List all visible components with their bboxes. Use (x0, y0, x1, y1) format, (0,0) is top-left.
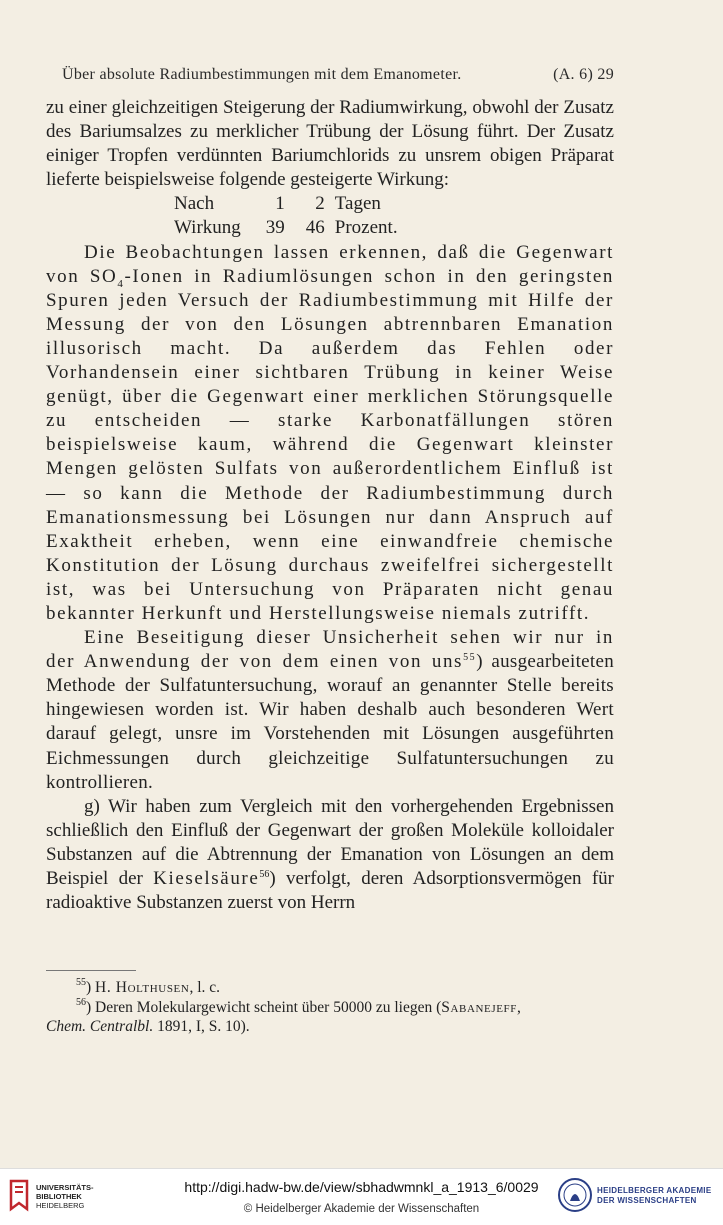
page-reference: (A. 6) 29 (553, 66, 614, 83)
logo-line: UNIVERSITÄTS- (36, 1183, 94, 1192)
academy-logo-text (597, 1186, 711, 1206)
body-text (46, 96, 614, 915)
permalink-url[interactable]: http://digi.hadw-bw.de/view/sbhadwmnkl_a_1913_6/0029 (184, 1179, 539, 1195)
table-row (174, 216, 406, 240)
table-cell: 46 (305, 217, 325, 239)
footnote-ref-55[interactable]: 55 (463, 652, 477, 664)
footnote-number: 56 (76, 996, 86, 1008)
academy-logo[interactable] (557, 1177, 717, 1219)
results-table (174, 192, 406, 240)
emphasized-word: Kieselsäure (153, 868, 260, 889)
author-name: H. Holthusen (95, 979, 190, 996)
footnote-divider (46, 970, 136, 971)
paragraph-2 (46, 241, 614, 627)
table-cell: Tagen (334, 193, 381, 215)
journal-title: Chem. Centralbl. (46, 1018, 154, 1035)
logo-line: HEIDELBERG (36, 1201, 85, 1210)
table-cell: 1 (275, 193, 285, 215)
table-row (174, 192, 406, 216)
footnote-text: , (517, 998, 521, 1016)
academy-seal-icon (557, 1177, 593, 1213)
footnote-text: , l. c. (189, 979, 220, 996)
table-cell: 2 (315, 193, 325, 215)
table-cell: Prozent. (334, 217, 398, 239)
viewer-footer (0, 1168, 723, 1225)
running-title: Über absolute Radiumbestimmungen mit dem Emanometer. (62, 66, 462, 83)
paragraph-1: zu einer gleichzeitigen Steigerung der Radiumwirkung, obwohl der Zusatz des Bariumsalzes zu merklicher Trübung der Lösung führt. Der Zusatz einiger Tropfen verdünnten Bariumchlorids zu unsrem obigen Präparat lieferte beispielsweise folgende gesteigerte Wirkung: (46, 97, 614, 191)
table-cell: Nach (174, 193, 215, 215)
footnote-text: 1891, I, S. 10). (153, 1018, 250, 1035)
subscript: 4 (117, 277, 125, 290)
footnote-55 (46, 978, 614, 998)
author-name: Sabanejeff (441, 998, 517, 1016)
footnote-ref-56[interactable]: 56 (259, 869, 270, 880)
logo-line: BIBLIOTHEK (36, 1192, 82, 1201)
table-cell: 39 (265, 217, 285, 239)
paragraph-3-start: Eine Beseitigung dieser Unsicherheit sehen wir nur in der Anwendung der von dem einen von uns (46, 627, 614, 673)
footnote-text: ) Deren Molekulargewicht scheint über 50000 zu liegen ( (86, 998, 442, 1016)
paragraph-3-rest: ) ausgearbeiteten Methode der Sulfatuntersuchung, worauf an genannter Stelle bereits hingewiesen worden ist. Wir haben deshalb auch besonderen Wert darauf gelegt, unsre im Vorstehenden mit Lösungen ausgeführten Eichmessungen durch gleichzeitige Sulfatuntersuchungen zu kontrollieren. (46, 651, 614, 793)
paragraph-3 (46, 626, 614, 795)
paragraph-2-start: Die Beobachtungen lassen erkennen, daß die Gegenwart von SO (46, 241, 614, 287)
logo-line: HEIDELBERGER AKADEMIE (597, 1186, 712, 1195)
footnote-56-continued (46, 1017, 614, 1037)
paragraph-2-rest: -Ionen in Radiumlösungen schon in den geringsten Spuren jeden Versuch der Radiumbestimmung mit Hilfe der Messung der von den Lösungen abtrennbaren Emanation illusorisch macht. Da außerdem das Fehlen oder Vorhandensein einer sichtbaren Trübung in keiner Weise genügt, über die Gegenwart einer merklichen Störungsquelle zu entscheiden — starke Karbonatfällungen stören beispielsweise kaum, während die Gegenwart kleinster Mengen gelösten Sulfats von außerordentlichem Einfluß ist — so kann die Methode der Radiumbestimmung durch Emanationsmessung bei Lösungen nur dann Anspruch auf Exaktheit erheben, wenn eine einwandfreie chemische Konstitution der Lösung durchaus zweifelfrei sichergestellt ist, was bei Untersuchung von Präparaten nicht genau bekannter Herkunft und Herstellungsweise niemals zutrifft. (46, 265, 614, 624)
copyright-notice: © Heidelberger Akademie der Wissenschaften (243, 1203, 480, 1215)
footnote-text: ) (86, 979, 96, 996)
footnote-number: 55 (76, 977, 86, 988)
footnotes (46, 978, 614, 1037)
logo-line: DER WISSENSCHAFTEN (597, 1196, 697, 1205)
paragraph-4 (46, 795, 614, 915)
paragraph-4-start: g) Wir haben zum Vergleich mit den vorhergehenden Ergebnissen schließlich den Einfluß der Gegenwart der großen Moleküle kolloidaler Substanzen auf die Abtrennung der Emanation von Lösungen an dem Beispiel der (46, 795, 614, 889)
table-cell: Wirkung (174, 217, 241, 239)
footnote-56 (46, 998, 614, 1018)
paragraph-4-rest: ) verfolgt, deren Adsorptionsvermögen für radioaktive Substanzen zuerst von Herrn (46, 868, 615, 914)
